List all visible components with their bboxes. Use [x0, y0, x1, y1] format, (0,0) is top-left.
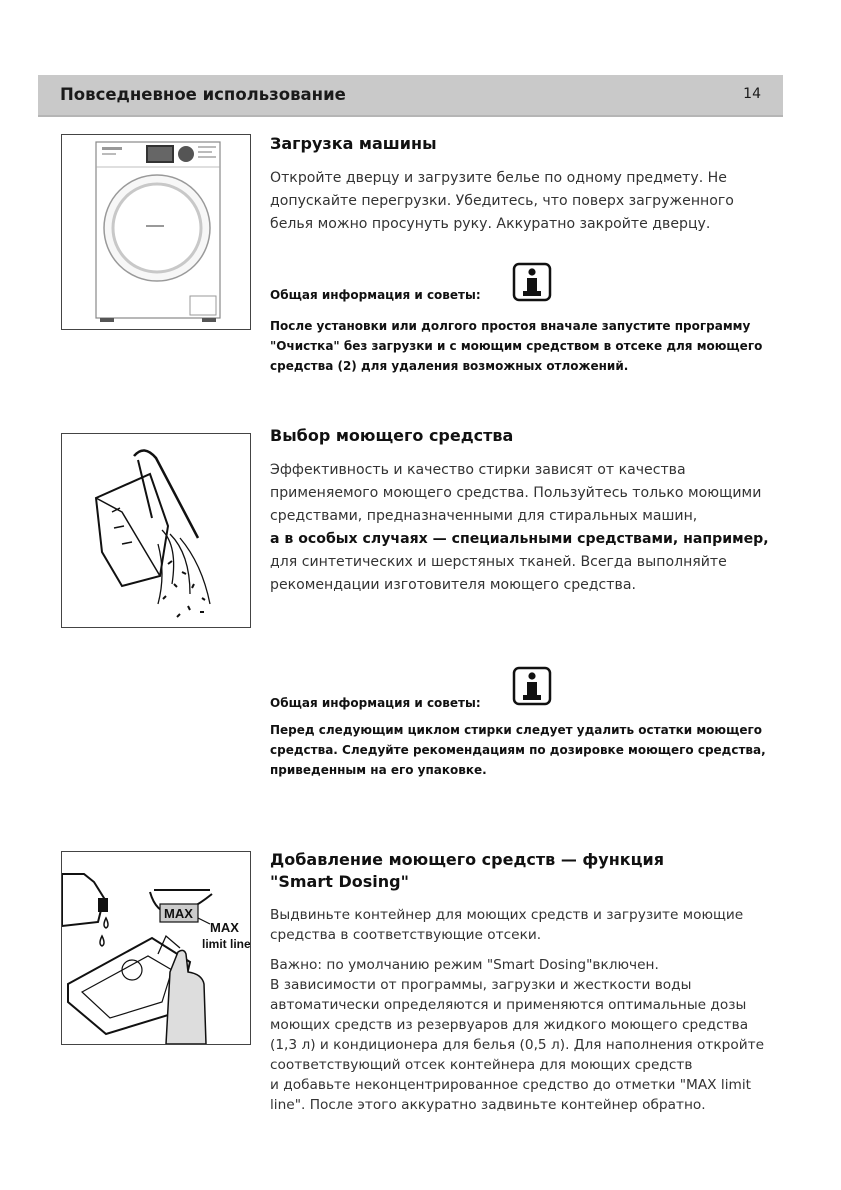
- info-text-1-line-2: "Очистка" без загрузки и с моющим средством в отсеке для моющего: [270, 339, 763, 353]
- dispenser-figure: [61, 851, 251, 1045]
- section3-title-line1: Добавление моющего средств — функция: [270, 850, 664, 869]
- section2-line-5: для синтетических и шерстяных тканей. Всегда выполняйте: [270, 554, 727, 570]
- page-number: 14: [743, 86, 761, 102]
- detergent-pour-icon: [62, 434, 250, 627]
- section3-line-1: Выдвиньте контейнер для моющих средств и загрузите моющие: [270, 907, 744, 923]
- info-icon: [512, 262, 552, 302]
- section1-line-2: допускайте перегрузки. Убедитесь, что поверх загруженного: [270, 193, 734, 209]
- section2-title: Выбор моющего средства: [270, 426, 514, 445]
- info-text-1-line-1: После установки или долгого простоя вначале запустите программу: [270, 319, 751, 333]
- detergent-figure: [61, 433, 251, 628]
- washing-machine-icon: [62, 135, 250, 329]
- section2-line-2: применяемого моющего средства. Пользуйтесь только моющими: [270, 485, 762, 501]
- section1-title: Загрузка машины: [270, 134, 437, 153]
- header-title: Повседневное использование: [60, 85, 346, 104]
- info-label-1: Общая информация и советы:: [270, 288, 481, 302]
- info-text-2-line-3: приведенным на его упаковке.: [270, 763, 487, 777]
- section1-line-1: Откройте дверцу и загрузите белье по одному предмету. Не: [270, 170, 727, 186]
- limit-line-label: limit line: [202, 937, 250, 951]
- info-icon: [512, 666, 552, 706]
- section3-line-8: соответствующий отсек контейнера для моющих средств: [270, 1057, 693, 1073]
- section3-line-9: и добавьте неконцентрированное средство до отметки "MAX limit: [270, 1077, 752, 1093]
- info-text-2-line-2: средства. Следуйте рекомендациям по дозировке моющего средства,: [270, 743, 766, 757]
- info-text-1-line-3: средства (2) для удаления возможных отложений.: [270, 359, 629, 373]
- section2-line-6: рекомендации изготовителя моющего средства.: [270, 577, 636, 593]
- cup-max-label: MAX: [164, 906, 193, 921]
- info-text-2-line-1: Перед следующим циклом стирки следует удалить остатки моющего: [270, 723, 763, 737]
- section3-title-line2: "Smart Dosing": [270, 872, 409, 891]
- section3-line-6: моющих средств из резервуаров для жидкого моющего средства: [270, 1017, 749, 1033]
- section3-line-7: (1,3 л) и кондиционера для белья (0,5 л). Для наполнения откройте: [270, 1037, 764, 1053]
- section2-line-1: Эффективность и качество стирки зависят от качества: [270, 462, 686, 478]
- section3-line-3: Важно: по умолчанию режим "Smart Dosing"включен.: [270, 957, 659, 973]
- section3-line-2: средства в соответствующие отсеки.: [270, 927, 542, 943]
- section3-line-5: автоматически определяются и применяются оптимальные дозы: [270, 997, 747, 1013]
- page-header: [38, 75, 783, 117]
- dispenser-icon: [62, 852, 250, 1044]
- section2-line-3: средствами, предназначенными для стиральных машин,: [270, 508, 698, 524]
- section3-line-4: В зависимости от программы, загрузки и жесткости воды: [270, 977, 692, 993]
- washing-machine-figure: [61, 134, 251, 330]
- section2-highlight: а в особых случаях — специальными средствами, например,: [270, 531, 769, 547]
- section1-line-3: белья можно просунуть руку. Аккуратно закройте дверцу.: [270, 216, 711, 232]
- info-label-2: Общая информация и советы:: [270, 696, 481, 710]
- max-label: MAX: [210, 920, 239, 935]
- section3-line-10: line". После этого аккуратно задвиньте контейнер обратно.: [270, 1097, 706, 1113]
